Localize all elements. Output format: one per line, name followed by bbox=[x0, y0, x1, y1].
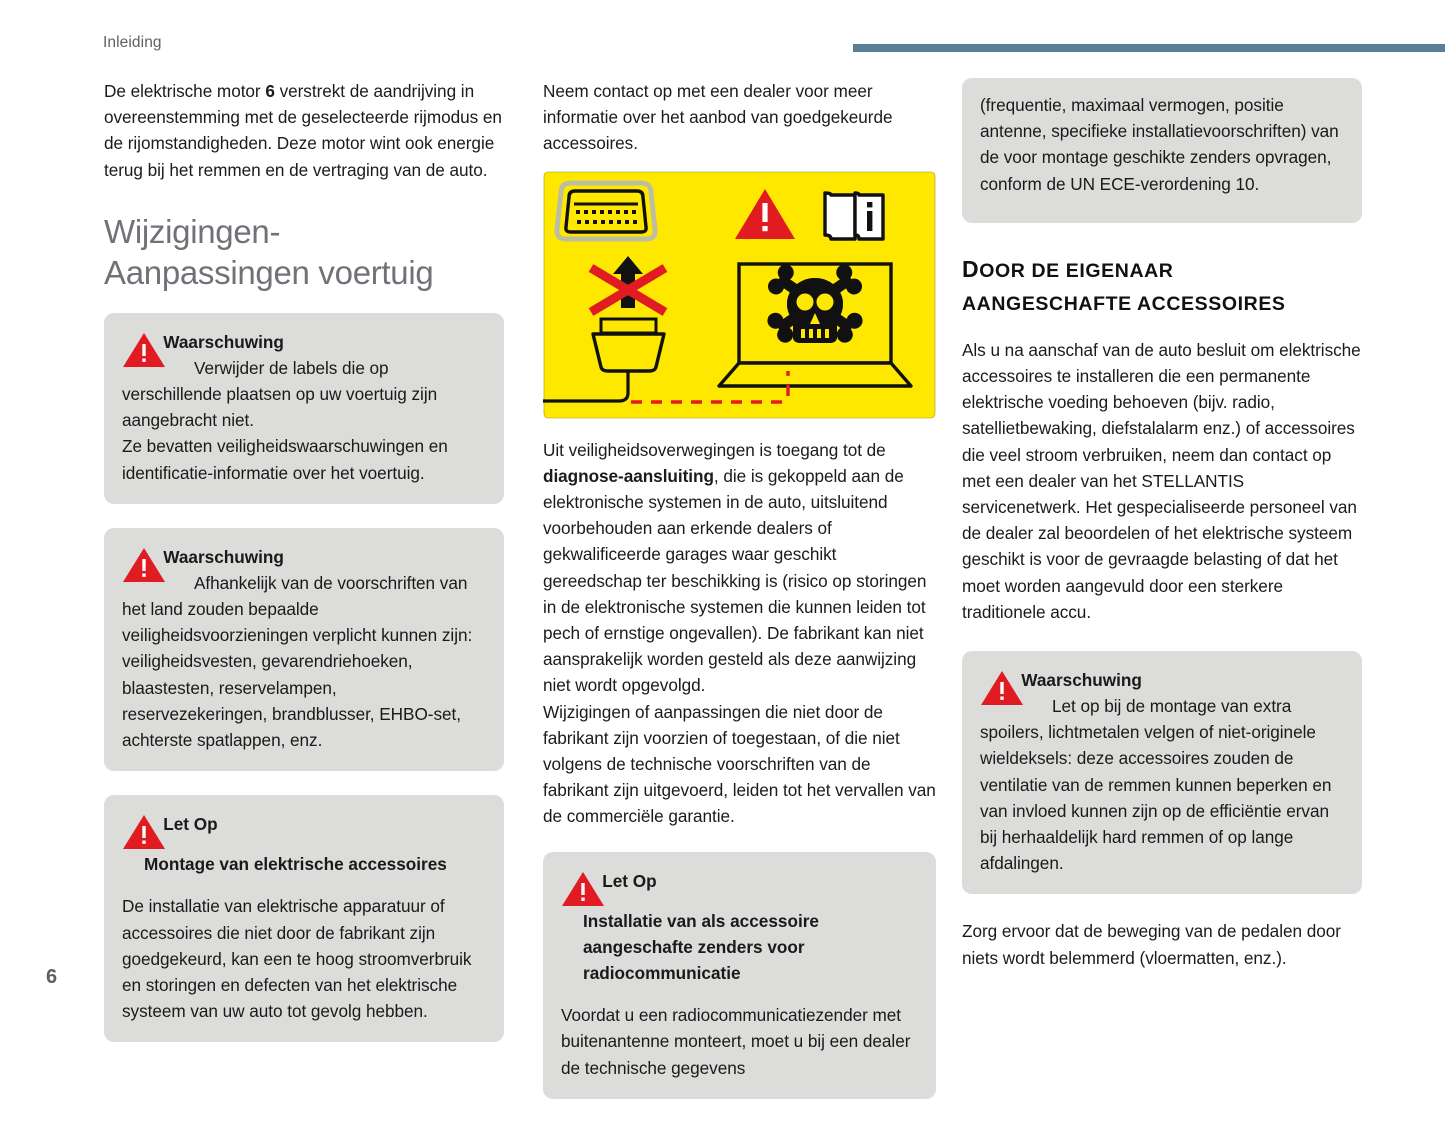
column-middle bbox=[543, 78, 936, 1123]
notice-box-country-regulations bbox=[104, 528, 504, 771]
notice-body-line-1: Verwijder de labels die op verschillende plaatsen op uw voertuig zijn aangebracht niet. bbox=[122, 357, 438, 431]
column-left bbox=[104, 78, 504, 1066]
warning-triangle-icon bbox=[122, 546, 166, 584]
heading-rest: OOR DE EIGENAAR bbox=[979, 259, 1174, 282]
heading-dropcap: D bbox=[962, 255, 980, 282]
intro-text-post: verstrekt de aandrijving in overeenstemming met de geselecteerde rijmodus en de rijomstandigheden. Deze motor wint ook energie terug bij het remmen en de vertraging van de auto. bbox=[104, 81, 502, 180]
laptop-skull-crossbones-icon bbox=[719, 261, 911, 386]
page-title bbox=[104, 211, 504, 293]
notice-subtitle: Installatie van als accessoire aangeschafte zenders voor radiocommunicatie bbox=[583, 910, 819, 984]
warning-triangle-icon bbox=[561, 870, 605, 908]
manual-book-info-icon bbox=[825, 193, 883, 239]
notice-title: Let Op bbox=[163, 814, 218, 835]
notice-body: Afhankelijk van de voorschriften van het land zouden bepaalde veiligheidsvoorzieningen verplicht kunnen zijn: veiligheidsvesten, gevarendriehoeken, blaastesten, reservelampen, reservezekeringen, brandblusser, EHBO-set, achterste spatlappen, enz. bbox=[122, 572, 473, 751]
notice-box-spoilers-wheels bbox=[962, 651, 1362, 894]
intro-paragraph bbox=[104, 78, 504, 183]
notice-subtitle: Montage van elektrische accessoires bbox=[144, 854, 447, 875]
intro-text-pre: De elektrische motor bbox=[104, 81, 266, 101]
diag-text-post: , die is gekoppeld aan de elektronische systemen in de auto, uitsluitend voorbehouden aan erkende dealers of gekwalificeerde garages waar geschikt gereedschap ter beschikking is (risico op storingen in de elektronische systemen die kunnen leiden tot pech of ernstige ongevallen). De fabrikant kan niet aansprakelijk worden gesteld als deze aanwijzing niet wordt opgevolgd. bbox=[543, 465, 927, 696]
intro-text-bold: 6 bbox=[265, 81, 275, 101]
diag-text-bold: diagnose-aansluiting bbox=[543, 465, 714, 486]
notice-box-radio-transmitters-continued bbox=[962, 78, 1362, 223]
header-rule bbox=[853, 44, 1445, 52]
section-heading-line-1 bbox=[962, 253, 1362, 288]
page-header bbox=[0, 0, 1445, 62]
page-title-line-1: Wijzigingen- bbox=[104, 212, 281, 250]
dealer-contact-paragraph: Neem contact op met een dealer voor meer informatie over het aanbod van goedgekeurde accessoires. bbox=[543, 81, 893, 154]
obd-connector-icon bbox=[557, 183, 655, 239]
modifications-paragraph: Wijzigingen of aanpassingen die niet door de fabrikant zijn voorzien of toegestaan, of die niet volgens de technische voorschriften van de fabrikant zijn uitgevoerd, leiden tot het vervallen van de commerciële garantie. bbox=[543, 701, 936, 827]
notice-box-radio-transmitters bbox=[543, 852, 936, 1099]
obd-diagnostic-warning-illustration bbox=[543, 171, 936, 419]
notice-body-line-2: Ze bevatten veiligheidswaarschuwingen en identificatie-informatie over het voertuig. bbox=[122, 436, 448, 483]
notice-title: Let Op bbox=[602, 870, 657, 891]
notice-title: Waarschuwing bbox=[1021, 670, 1142, 691]
notice-body: Let op bij de montage van extra spoilers, lichtmetalen velgen of niet-originele wieldeksels: deze accessoires zouden de ventilatie van de remmen kunnen beperken en van invloed kunnen zijn op de efficiëntie ervan bij herhaaldelijk hard remmen of op lange afdalingen. bbox=[980, 696, 1332, 874]
page-number: 6 bbox=[46, 966, 58, 988]
page-columns bbox=[0, 78, 1445, 1078]
notice-box-warning-labels bbox=[104, 313, 504, 504]
pedals-paragraph: Zorg ervoor dat de beweging van de pedalen door niets wordt belemmerd (vloermatten, enz.). bbox=[962, 921, 1341, 968]
breadcrumb: Inleiding bbox=[103, 34, 162, 51]
warning-triangle-icon bbox=[122, 813, 166, 851]
warning-triangle-icon bbox=[980, 669, 1024, 707]
notice-title: Waarschuwing bbox=[163, 331, 284, 352]
warning-triangle-icon bbox=[122, 331, 166, 369]
notice-body: (frequentie, maximaal vermogen, positie antenne, specifieke installatievoorschriften) van de voor montage geschikte zenders opvragen, conform de UN ECE-verordening 10. bbox=[980, 95, 1339, 194]
diag-text-pre: Uit veiligheidsoverwegingen is toegang tot de bbox=[543, 439, 886, 460]
column-right bbox=[962, 78, 1362, 971]
notice-body: Voordat u een radiocommunicatiezender met buitenantenne monteert, moet u bij een dealer de technische gegevens bbox=[561, 1005, 911, 1078]
notice-title: Waarschuwing bbox=[163, 546, 284, 567]
page-title-line-2: Aanpassingen voertuig bbox=[104, 253, 434, 291]
owner-accessories-paragraph: Als u na aanschaf van de auto besluit om elektrische accessoires te installeren die een permanente elektrische voeding behoeven (bijv. radio, satellietbewaking, diefstalalarm enz.) of accessoires die veel stroom verbruiken, neem dan contact op met een dealer van het STELLANTIS servicenetwerk. Het gespecialiseerde personeel van de dealer zal beoordelen of het elektrische systeem geschikt is voor de gevraagde belasting of dat het moet worden aangevuld door een sterkere traditionele accu. bbox=[962, 339, 1361, 622]
section-heading-line-2: AANGESCHAFTE ACCESSOIRES bbox=[962, 292, 1286, 315]
notice-body: De installatie van elektrische apparatuur of accessoires die niet door de fabrikant zijn goedgekeurd, kan een te hoog stroomverbruik en storingen en defecten van het elektrische systeem van uw auto tot gevolg hebben. bbox=[122, 896, 472, 1022]
diagnostic-socket-paragraph bbox=[543, 437, 936, 699]
notice-box-electrical-accessories bbox=[104, 795, 504, 1042]
section-heading-owner-accessories bbox=[962, 253, 1362, 321]
